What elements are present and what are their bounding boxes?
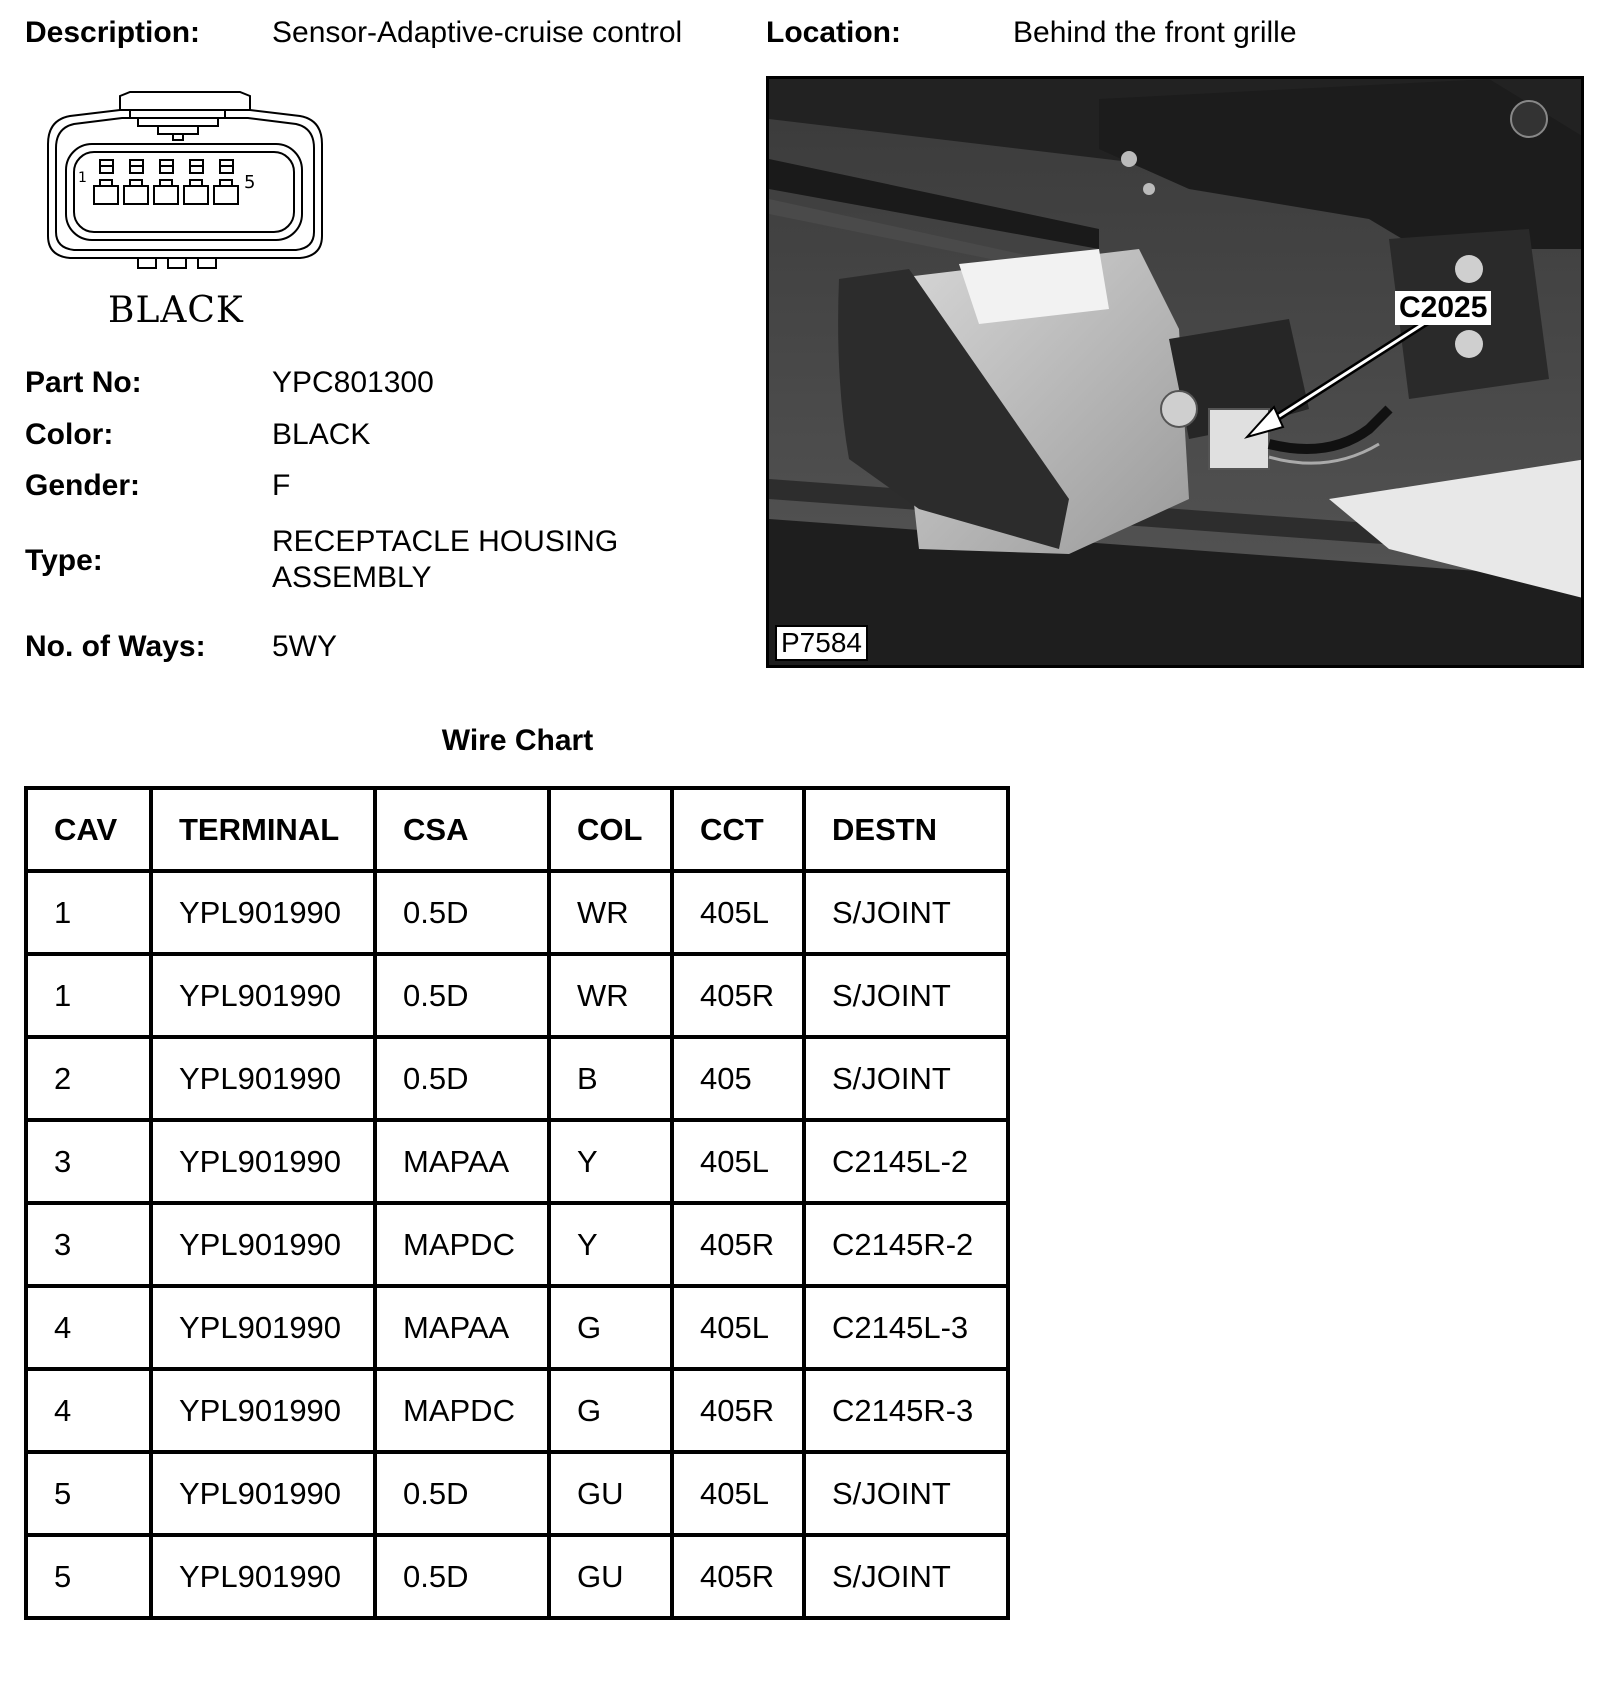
col-cell: Y	[549, 1120, 672, 1203]
table-row	[26, 1286, 1008, 1369]
cav-cell: 5	[26, 1535, 151, 1618]
photo-id-label: P7584	[775, 625, 868, 661]
csa-cell: MAPAA	[375, 1120, 549, 1203]
table-row	[26, 1120, 1008, 1203]
cav-cell: 1	[26, 871, 151, 954]
terminal-cell: YPL901990	[151, 1286, 375, 1369]
connector-callout-label: C2025	[1395, 291, 1491, 325]
table-header-row	[26, 788, 1008, 871]
cct-cell: 405L	[672, 871, 804, 954]
destn-cell: C2145L-2	[804, 1120, 1008, 1203]
column-header: COL	[549, 788, 672, 871]
description-label: Description:	[25, 16, 201, 49]
terminal-cell: YPL901990	[151, 1452, 375, 1535]
table-row	[26, 1369, 1008, 1452]
terminal-cell: YPL901990	[151, 1369, 375, 1452]
table-row	[26, 1535, 1008, 1618]
table-row	[26, 1203, 1008, 1286]
cav-cell: 5	[26, 1452, 151, 1535]
gender-label: Gender:	[25, 469, 141, 502]
cav-cell: 3	[26, 1120, 151, 1203]
gender-value: F	[272, 469, 291, 502]
destn-cell: C2145R-2	[804, 1203, 1008, 1286]
part-no-label: Part No:	[25, 366, 142, 399]
col-cell: G	[549, 1369, 672, 1452]
cav-cell: 1	[26, 954, 151, 1037]
cav-cell: 3	[26, 1203, 151, 1286]
terminal-cell: YPL901990	[151, 1535, 375, 1618]
csa-cell: 0.5D	[375, 1535, 549, 1618]
type-label: Type:	[25, 544, 103, 577]
color-value: BLACK	[272, 418, 371, 451]
csa-cell: 0.5D	[375, 1452, 549, 1535]
cav-cell: 2	[26, 1037, 151, 1120]
cct-cell: 405R	[672, 954, 804, 1037]
destn-cell: S/JOINT	[804, 954, 1008, 1037]
column-header: CSA	[375, 788, 549, 871]
table-row	[26, 1037, 1008, 1120]
cct-cell: 405	[672, 1037, 804, 1120]
cct-cell: 405L	[672, 1286, 804, 1369]
destn-cell: S/JOINT	[804, 1452, 1008, 1535]
column-header: CAV	[26, 788, 151, 871]
description-value: Sensor-Adaptive-cruise control	[272, 16, 683, 49]
destn-cell: C2145R-3	[804, 1369, 1008, 1452]
column-header: TERMINAL	[151, 788, 375, 871]
terminal-cell: YPL901990	[151, 1203, 375, 1286]
destn-cell: S/JOINT	[804, 871, 1008, 954]
part-no-value: YPC801300	[272, 366, 434, 399]
col-cell: B	[549, 1037, 672, 1120]
csa-cell: 0.5D	[375, 871, 549, 954]
destn-cell: S/JOINT	[804, 1535, 1008, 1618]
cct-cell: 405R	[672, 1535, 804, 1618]
cav-cell: 4	[26, 1286, 151, 1369]
cct-cell: 405L	[672, 1452, 804, 1535]
location-value: Behind the front grille	[1013, 16, 1297, 49]
cct-cell: 405R	[672, 1203, 804, 1286]
location-label: Location:	[766, 16, 901, 49]
pin-5-label: 5	[244, 172, 256, 193]
csa-cell: 0.5D	[375, 1037, 549, 1120]
ways-value: 5WY	[272, 630, 338, 663]
col-cell: WR	[549, 871, 672, 954]
table-row	[26, 954, 1008, 1037]
cav-cell: 4	[26, 1369, 151, 1452]
csa-cell: MAPDC	[375, 1369, 549, 1452]
terminal-cell: YPL901990	[151, 954, 375, 1037]
column-header: CCT	[672, 788, 804, 871]
pin-1-label: 1	[78, 170, 87, 186]
table-row	[26, 871, 1008, 954]
terminal-cell: YPL901990	[151, 1037, 375, 1120]
cct-cell: 405L	[672, 1120, 804, 1203]
csa-cell: MAPAA	[375, 1286, 549, 1369]
location-photo	[766, 76, 1584, 668]
wire-chart-title: Wire Chart	[441, 724, 594, 757]
csa-cell: MAPDC	[375, 1203, 549, 1286]
terminal-cell: YPL901990	[151, 871, 375, 954]
csa-cell: 0.5D	[375, 954, 549, 1037]
destn-cell: C2145L-3	[804, 1286, 1008, 1369]
table-row	[26, 1452, 1008, 1535]
col-cell: G	[549, 1286, 672, 1369]
col-cell: GU	[549, 1452, 672, 1535]
photo-illustration	[769, 79, 1584, 668]
ways-label: No. of Ways:	[25, 630, 206, 663]
col-cell: GU	[549, 1535, 672, 1618]
column-header: DESTN	[804, 788, 1008, 871]
terminal-cell: YPL901990	[151, 1120, 375, 1203]
color-label: Color:	[25, 418, 114, 451]
connector-color-caption: BLACK	[108, 290, 244, 331]
wire-chart-table	[24, 786, 1010, 1620]
type-value: RECEPTACLE HOUSING ASSEMBLY	[272, 525, 619, 594]
col-cell: WR	[549, 954, 672, 1037]
destn-cell: S/JOINT	[804, 1037, 1008, 1120]
cct-cell: 405R	[672, 1369, 804, 1452]
col-cell: Y	[549, 1203, 672, 1286]
